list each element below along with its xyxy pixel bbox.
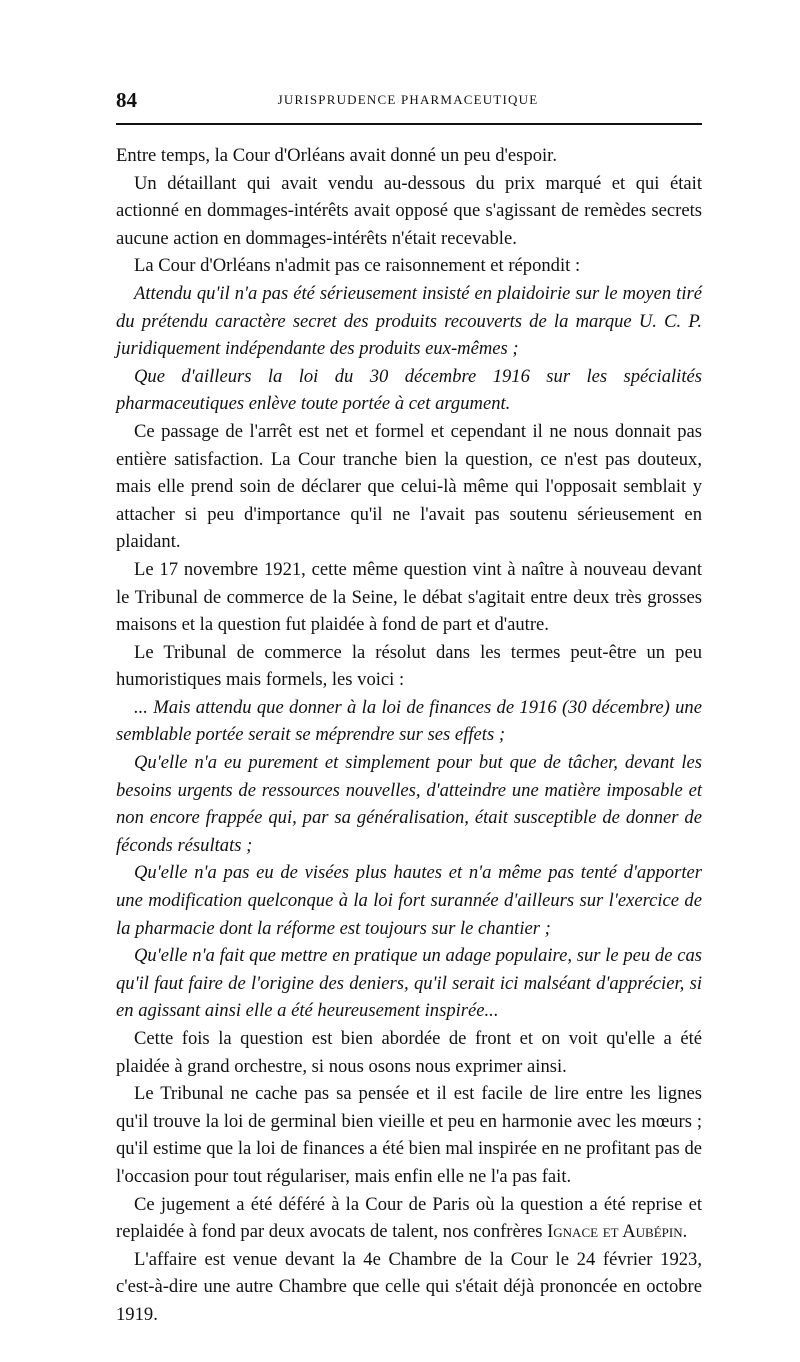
paragraph: Le Tribunal de commerce la résolut dans les termes peut-être un peu humoristiques mais formels, les voici :: [116, 641, 702, 691]
lawyer-names: Ignace et Aubépin: [547, 1221, 683, 1243]
page-header: [116, 88, 700, 116]
paragraph-tail: .: [682, 1221, 688, 1243]
quoted-paragraph: ... Mais attendu que donner à la loi de finances de 1916 (30 décembre) une semblable portée serait se méprendre sur ses effets ;: [116, 696, 702, 746]
paragraph: [116, 1191, 702, 1246]
quoted-paragraph: Qu'elle n'a fait que mettre en pratique un adage populaire, sur le peu de cas qu'il faut faire de l'origine des deniers, qu'il serait ici malséant d'apprécier, si en agissant ainsi elle a été heureusement inspirée...: [116, 945, 702, 1022]
page-number: 84: [116, 88, 137, 112]
quoted-paragraph: Qu'elle n'a pas eu de visées plus hautes et n'a même pas tenté d'apporter une modification quelconque à la loi fort surannée d'ailleurs sur l'exercice de la pharmacie dont la réforme est toujours sur le chantier ;: [116, 862, 702, 939]
paragraph: Ce passage de l'arrêt est net et formel et cependant il ne nous donnait pas entière satisfaction. La Cour tranche bien la question, ce n'est pas douteux, mais elle prend soin de déclarer que celui-là même qui l'opposait semblait y attacher si peu d'importance qu'il ne l'avait pas soutenu sérieusement en plaidant.: [116, 420, 702, 553]
paragraph: Le 17 novembre 1921, cette même question vint à naître à nouveau devant le Tribunal de commerce de la Seine, le débat s'agitait entre deux très grosses maisons et la question fut plaidée à fond de part et d'autre.: [116, 558, 702, 636]
quoted-paragraph: Qu'elle n'a eu purement et simplement pour but que de tâcher, devant les besoins urgents de ressources nouvelles, d'atteindre une matière imposable et non encore frappée qui, par sa généralisation, était susceptible de donner de féconds résultats ;: [116, 752, 702, 856]
paragraph: L'affaire est venue devant la 4e Chambre de la Cour le 24 février 1923, c'est-à-dire une autre Chambre que celle qui s'était déjà prononcée en octobre 1919.: [116, 1248, 702, 1325]
paragraph: Un détaillant qui avait vendu au-dessous du prix marqué et qui était actionné en dommages-intérêts avait opposé que s'agissant de remèdes secrets aucune action en dommages-intérêts n'était recevable.: [116, 172, 702, 249]
body-text: [116, 142, 702, 1329]
paragraph: Le Tribunal ne cache pas sa pensée et il est facile de lire entre les lignes qu'il trouve la loi de germinal bien vieille et peu en harmonie avec les mœurs ; qu'il estime que la loi de finances a été bien mal inspirée en ne profitant pas de l'occasion pour tout régulariser, mais enfin elle ne l'a pas fait.: [116, 1083, 702, 1187]
running-title: JURISPRUDENCE PHARMACEUTIQUE: [277, 92, 539, 107]
paragraph: Entre temps, la Cour d'Orléans avait donné un peu d'espoir.: [116, 145, 557, 166]
paragraph-text: Ce jugement a été déféré à la Cour de Paris où la question a été reprise et replaidée à fond par deux avocats de talent, nos confrères: [116, 1193, 702, 1243]
header-rule: [116, 123, 702, 125]
paragraph: La Cour d'Orléans n'admit pas ce raisonnement et répondit :: [134, 255, 581, 277]
quoted-paragraph: Attendu qu'il n'a pas été sérieusement insisté en plaidoirie sur le moyen tiré du prétendu caractère secret des produits recouverts de la marque U. C. P. juridiquement indépendante des produits eux-mêmes ;: [116, 282, 702, 360]
quoted-paragraph: Que d'ailleurs la loi du 30 décembre 1916 sur les spécialités pharmaceutiques enlève toute portée à cet argument.: [116, 365, 702, 415]
paragraph: Cette fois la question est bien abordée de front et on voit qu'elle a été plaidée à grand orchestre, si nous osons nous exprimer ainsi.: [116, 1028, 702, 1077]
